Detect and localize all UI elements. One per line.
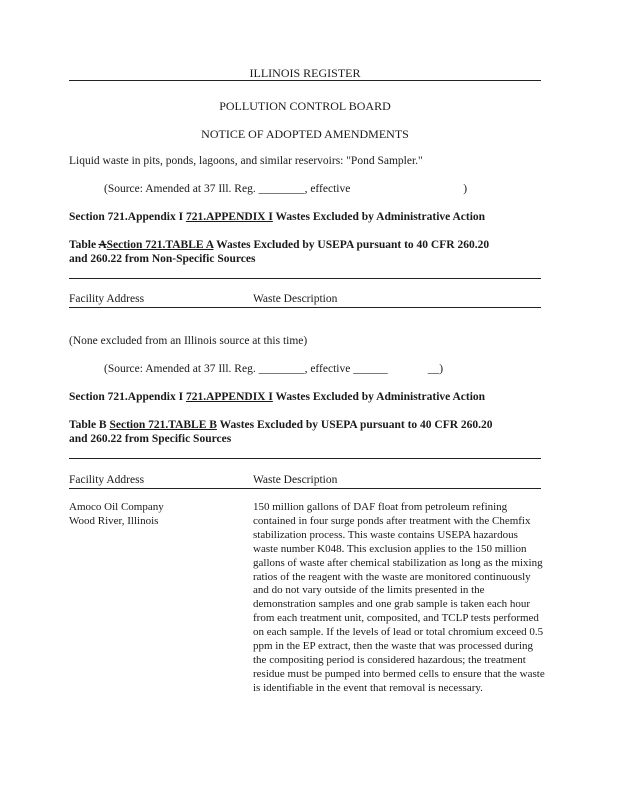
table-a-heading: [69, 239, 489, 251]
table-b-col-waste: Waste Description: [253, 474, 338, 486]
table-a-col-rule: [69, 307, 541, 308]
header-rule: [69, 80, 541, 81]
notice-title: NOTICE OF ADOPTED AMENDMENTS: [201, 127, 409, 141]
source-text-2: (Source: Amended at 37 Ill. Reg. ________, effective ______: [104, 363, 388, 375]
section-heading-2-prefix: Section 721.Appendix I: [69, 391, 186, 403]
facility-location: Wood River, Illinois: [69, 515, 159, 527]
section-heading-1: [69, 211, 485, 223]
table-b-col-rule: [69, 488, 541, 489]
none-excluded-note: (None excluded from an Illinois source at this time): [69, 335, 308, 347]
section-heading-2-new: 721.APPENDIX I: [185, 391, 273, 403]
table-a-suffix: Wastes Excluded by USEPA pursuant to 40 CFR 260.20: [213, 239, 490, 251]
section-heading-prefix: Section 721.Appendix I: [69, 211, 186, 223]
table-b-rule: [69, 458, 541, 459]
table-a-struck: A: [98, 239, 107, 251]
table-b-col-facility: Facility Address: [69, 474, 145, 486]
table-b-suffix: Wastes Excluded by USEPA pursuant to 40 CFR 260.20: [216, 419, 493, 431]
facility-name: Amoco Oil Company: [69, 501, 164, 513]
table-a-col-waste: Waste Description: [253, 293, 338, 305]
table-a-underlined: Section 721.TABLE A: [106, 239, 214, 251]
section-heading-2: [69, 391, 485, 403]
table-b-underlined: Section 721.TABLE B: [109, 419, 217, 431]
source-note-1: [104, 183, 467, 195]
table-a-heading-line2: and 260.22 from Non-Specific Sources: [69, 253, 256, 265]
liquid-waste-line: Liquid waste in pits, ponds, lagoons, and similar reservoirs: "Pond Sampler.": [69, 155, 423, 167]
source-note-2: [104, 363, 443, 375]
table-b-prefix: Table B: [69, 419, 110, 431]
table-a-prefix: Table: [69, 239, 99, 251]
board-title: POLLUTION CONTROL BOARD: [219, 99, 391, 113]
section-heading-suffix: Wastes Excluded by Administrative Action: [272, 211, 486, 223]
table-a-col-facility: Facility Address: [69, 293, 145, 305]
source-close: ): [463, 183, 468, 195]
table-b-heading-line2: and 260.22 from Specific Sources: [69, 433, 232, 445]
register-title: ILLINOIS REGISTER: [249, 66, 361, 80]
table-b-heading: [69, 419, 493, 431]
section-heading-new: 721.APPENDIX I: [185, 211, 273, 223]
waste-description: 150 million gallons of DAF float from petroleum refining contained in four surge ponds after treatment with the Chemfix stabilization process. This waste contains USEPA hazardous waste number K048. This exclusion applies to the 150 million gallons of waste after chemical stabilization as long as the mixing ratios of the reagent with the waste are monitored continuously and do not vary outside of the limits presented in the demonstration samples and one grab sample is taken each hour from each treatment unit, composited, and TCLP tests performed on each sample. If the levels of lead or total chromium exceed 0.5 ppm in the EP extract, then the waste that was processed during the compositing period is considered hazardous; the treatment residue must be pumped into bermed cells to ensure that the waste is identifiable in the event that removal is necessary.: [253, 501, 545, 694]
table-a-rule: [69, 278, 541, 279]
section-heading-2-suffix: Wastes Excluded by Administrative Action: [272, 391, 486, 403]
source-text: (Source: Amended at 37 Ill. Reg. ________, effective: [104, 183, 351, 195]
source-close-2: __): [427, 363, 444, 375]
